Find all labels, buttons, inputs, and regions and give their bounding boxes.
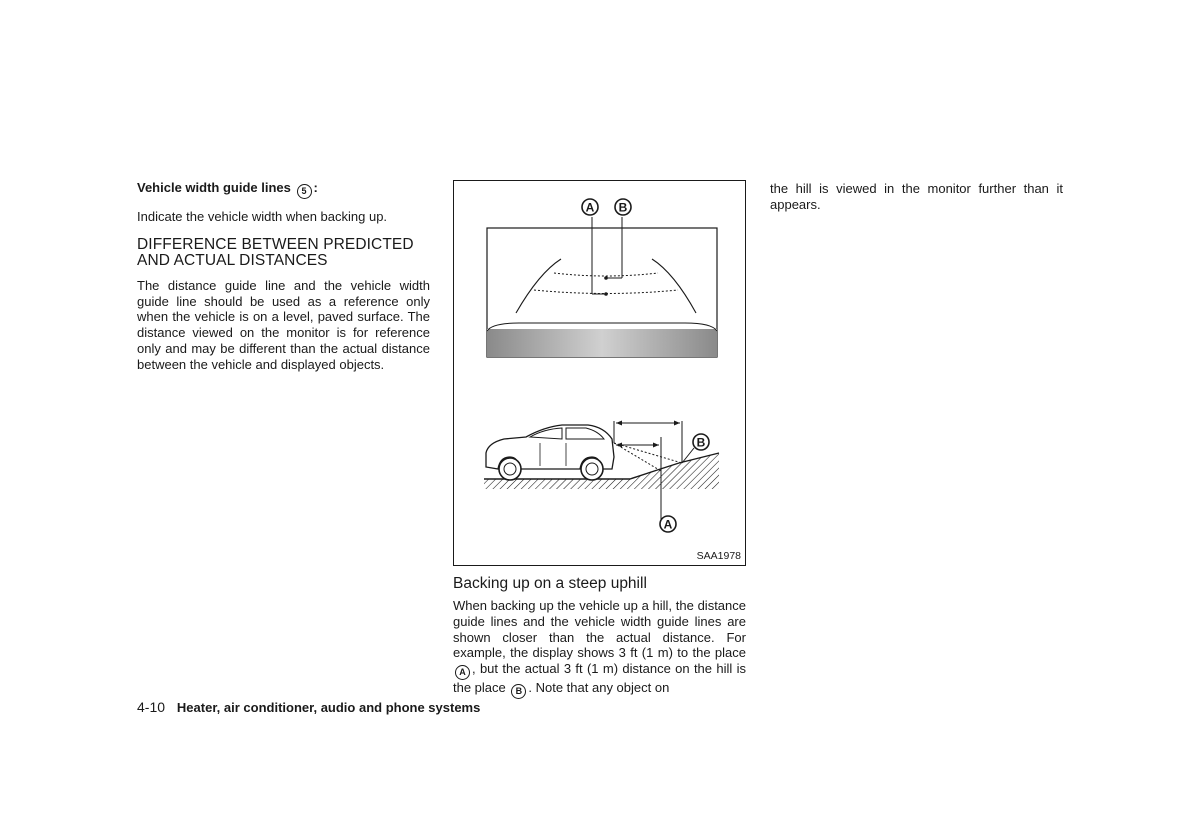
label-b-side [693,434,709,450]
continuation-text: the hill is viewed in the monitor further than it appears. [770,181,1063,212]
marker-5: 5 [297,184,312,199]
left-column [137,180,430,373]
label-a-side [660,516,676,532]
figure-code: SAA1978 [696,550,741,562]
vehicle-width-subhead: Vehicle width guide lines 5 : [137,180,430,199]
page-footer [137,699,480,715]
uphill-diagram [453,180,746,566]
monitor-view [487,217,717,357]
vehicle-width-text: Indicate the vehicle width when backing up. [137,209,388,224]
svg-text:A: A [663,517,673,532]
section-heading: DIFFERENCE BETWEEN PREDICTED AND ACTUAL DISTANCES [137,235,414,270]
svg-text:A: A [585,200,595,215]
label-b-top [615,199,631,215]
svg-text:B: B [696,435,706,450]
page-number: 4-10 [137,699,166,715]
uphill-heading: Backing up on a steep uphill [453,575,647,592]
diagram-svg [454,181,745,565]
section-body: The distance guide line and the vehicle width guide line should be used as a reference only when the vehicle is on a level, paved surface. The distance viewed on the monitor is for reference only and may be different than the actual distance between the vehicle and displayed objects. [137,277,430,372]
uphill-body: When backing up the vehicle up a hill, the distance guide lines and the vehicle width guide lines are shown closer than the actual distance. For example, the display shows 3 ft (1 m) to the place A , but the actual 3 ft (1 m) distance on the hill is the place B . Note that any object on [453,598,746,699]
middle-column [453,574,746,699]
marker-b: B [511,684,526,699]
marker-a: A [455,665,470,680]
side-view-scene [484,421,719,527]
label-a-top [582,199,598,215]
right-column [770,181,1063,213]
section-title: Heater, air conditioner, audio and phone systems [176,700,481,715]
svg-text:B: B [618,200,628,215]
